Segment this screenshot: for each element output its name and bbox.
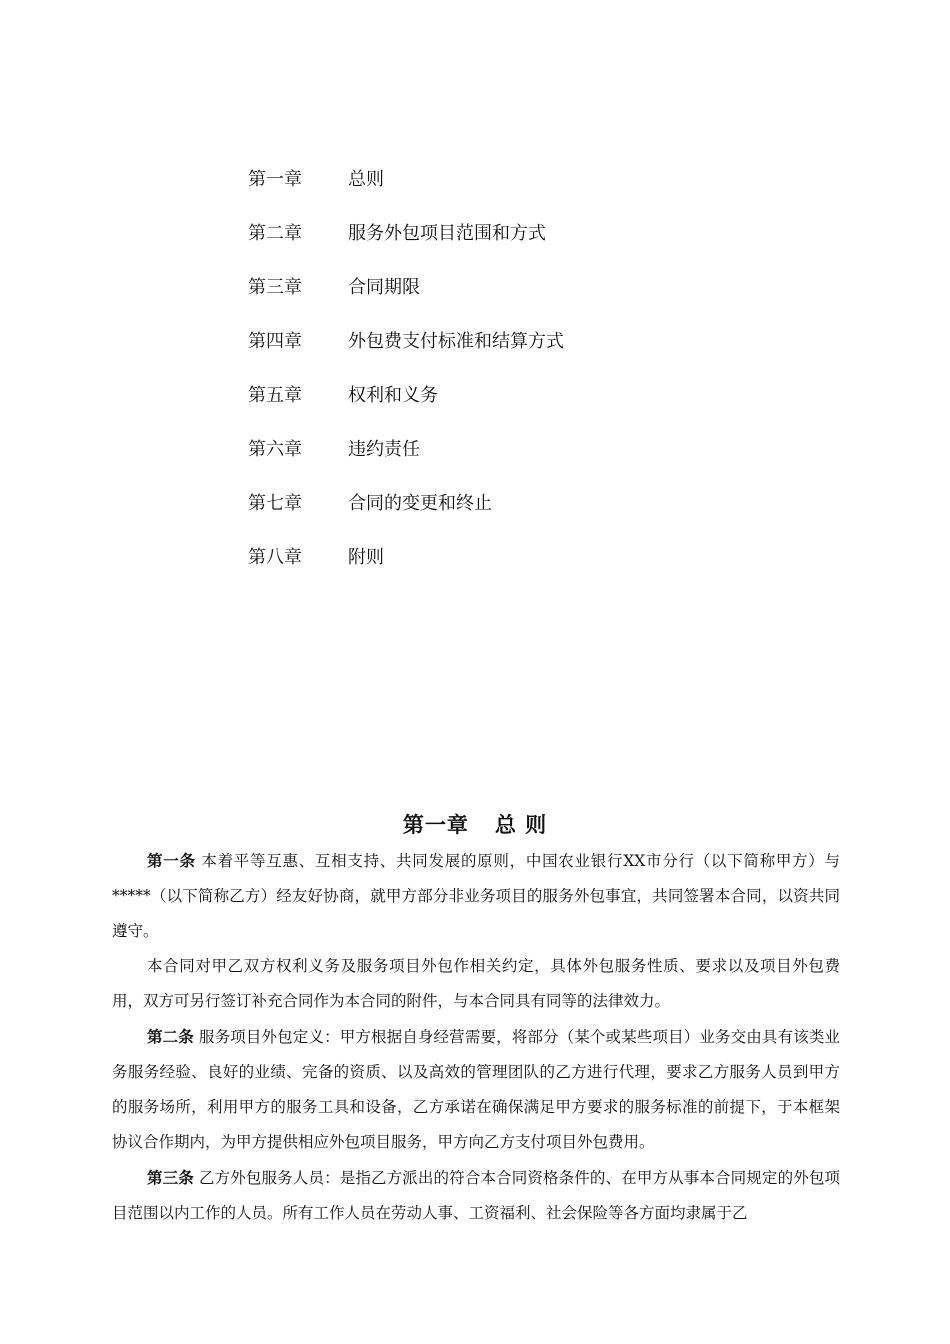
article-label: 第二条 (147, 1027, 194, 1046)
toc-chapter-title: 权利和义务 (348, 385, 438, 406)
toc-chapter-title: 违约责任 (348, 439, 420, 460)
paragraph-text: 本合同对甲乙双方权利义务及服务项目外包作相关约定，具体外包服务性质、要求以及项目外包费用，双方可另行签订补充合同作为本合同的附件，与本合同具有同等的法律效力。 (112, 957, 840, 1010)
toc-item (248, 220, 564, 274)
chapter-number: 第一章 (402, 812, 469, 837)
toc-item (248, 328, 564, 382)
paragraph (112, 843, 840, 949)
table-of-contents (248, 166, 564, 598)
toc-chapter-title: 合同期限 (348, 277, 420, 298)
toc-chapter-title: 总则 (348, 169, 384, 190)
paragraph (112, 949, 840, 1019)
toc-chapter-number: 第八章 (248, 547, 302, 568)
toc-chapter-title: 合同的变更和终止 (348, 493, 492, 514)
article-label: 第三条 (147, 1168, 194, 1187)
toc-item (248, 382, 564, 436)
toc-chapter-number: 第四章 (248, 331, 302, 352)
toc-chapter-number: 第六章 (248, 439, 302, 460)
paragraph (112, 1160, 840, 1231)
toc-item (248, 166, 564, 220)
toc-chapter-title: 附则 (348, 547, 384, 568)
paragraph-text: 乙方外包服务人员：是指乙方派出的符合本合同资格条件的、在甲方从事本合同规定的外包项目范围以内工作的人员。所有工作人员在劳动人事、工资福利、社会保险等各方面均隶属于乙 (112, 1169, 840, 1222)
toc-chapter-number: 第二章 (248, 223, 302, 244)
paragraph (112, 1019, 840, 1160)
chapter-title: 总 则 (494, 812, 548, 837)
toc-chapter-number: 第五章 (248, 385, 302, 406)
document-body (112, 843, 840, 1231)
article-label: 第一条 (147, 851, 196, 870)
toc-chapter-number: 第三章 (248, 277, 302, 298)
toc-item (248, 544, 564, 598)
toc-item (248, 490, 564, 544)
toc-chapter-number: 第一章 (248, 169, 302, 190)
toc-item (248, 274, 564, 328)
paragraph-text: 服务项目外包定义：甲方根据自身经营需要，将部分（某个或某些项目）业务交由具有该类业务服务经验、良好的业绩、完备的资质、以及高效的管理团队的乙方进行代理，要求乙方服务人员到甲方的服务场所，利用甲方的服务工具和设备，乙方承诺在确保满足甲方要求的服务标准的前提下，于本框架协议合作期内，为甲方提供相应外包项目服务，甲方向乙方支付项目外包费用。 (112, 1028, 840, 1151)
toc-chapter-number: 第七章 (248, 493, 302, 514)
toc-chapter-title: 外包费支付标准和结算方式 (348, 331, 564, 352)
chapter-heading (0, 808, 950, 842)
toc-chapter-title: 服务外包项目范围和方式 (348, 223, 546, 244)
paragraph-text: 本着平等互惠、互相支持、共同发展的原则，中国农业银行XX市分行（以下简称甲方）与*****（以下简称乙方）经友好协商，就甲方部分非业务项目的服务外包事宜，共同签署本合同，以资共同遵守。 (112, 852, 840, 940)
toc-item (248, 436, 564, 490)
